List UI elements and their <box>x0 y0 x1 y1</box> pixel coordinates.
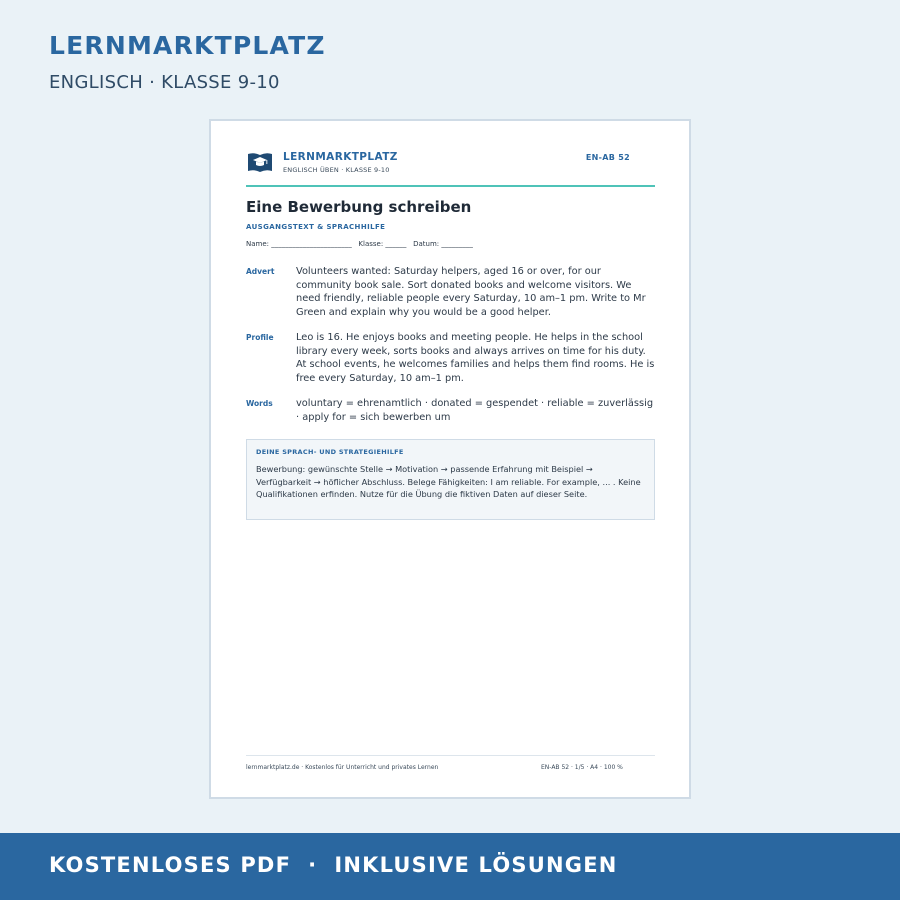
worksheet-title: Eine Bewerbung schreiben <box>246 198 472 216</box>
footer-right: EN-AB 52 · 1/5 · A4 · 100 % <box>541 764 623 771</box>
worksheet-brand-subtitle: ENGLISCH ÜBEN · KLASSE 9-10 <box>283 166 390 174</box>
entry-text: Volunteers wanted: Saturday helpers, aged 16 or over, for our community book sale. Sort donated books and welcome visitors. We need friendly, reliable people every Saturday, 10 am–1 pm. Write to Mr Green and explain why you would be a good helper. <box>296 266 646 319</box>
hint-title: DEINE SPRACH- UND STRATEGIEHILFE <box>256 448 404 456</box>
worksheet-content <box>246 121 656 797</box>
header-divider <box>246 185 655 187</box>
footer-left: lernmarktplatz.de · Kostenlos für Unterricht und privates Lernen <box>246 764 439 771</box>
worksheet-preview[interactable] <box>209 119 691 799</box>
banner-text: KOSTENLOSES PDF · INKLUSIVE LÖSUNGEN <box>49 853 618 877</box>
worksheet-brand: LERNMARKTPLATZ <box>283 151 398 163</box>
name-class-date-fields: Name: _______________________ Klasse: ______ Datum: _________ <box>246 240 473 248</box>
brand-title: LERNMARKTPLATZ <box>49 31 326 60</box>
entry-text: Leo is 16. He enjoys books and meeting people. He helps in the school library every week, sorts books and always arrives on time for his duty. At school events, he welcomes families and helps them find rooms. He is free every Saturday, 10 am–1 pm. <box>296 332 655 385</box>
brand-subtitle: ENGLISCH · KLASSE 9-10 <box>49 72 280 93</box>
footer-divider <box>246 755 655 756</box>
entry-label: Profile <box>246 333 274 342</box>
hint-text: Bewerbung: gewünschte Stelle → Motivation → passende Erfahrung mit Beispiel → Verfügbarkeit → höflicher Abschluss. Belege Fähigkeiten: I am reliable. For example, ... . Keine Qualifikationen erfinden. Nutze für die Übung die fiktiven Daten auf dieser Seite. <box>256 464 641 500</box>
worksheet-code: EN-AB 52 <box>585 153 630 162</box>
entry-label: Words <box>246 399 273 408</box>
section-heading: AUSGANGSTEXT & SPRACHHILFE <box>246 223 386 231</box>
strategy-hint-box <box>246 439 655 520</box>
graduation-cap-book-icon <box>247 151 273 173</box>
entry-label: Advert <box>246 267 275 276</box>
entry-text: voluntary = ehrenamtlich · donated = gespendet · reliable = zuverlässig · apply for = sich bewerben um <box>296 398 654 423</box>
bottom-banner <box>0 833 900 900</box>
